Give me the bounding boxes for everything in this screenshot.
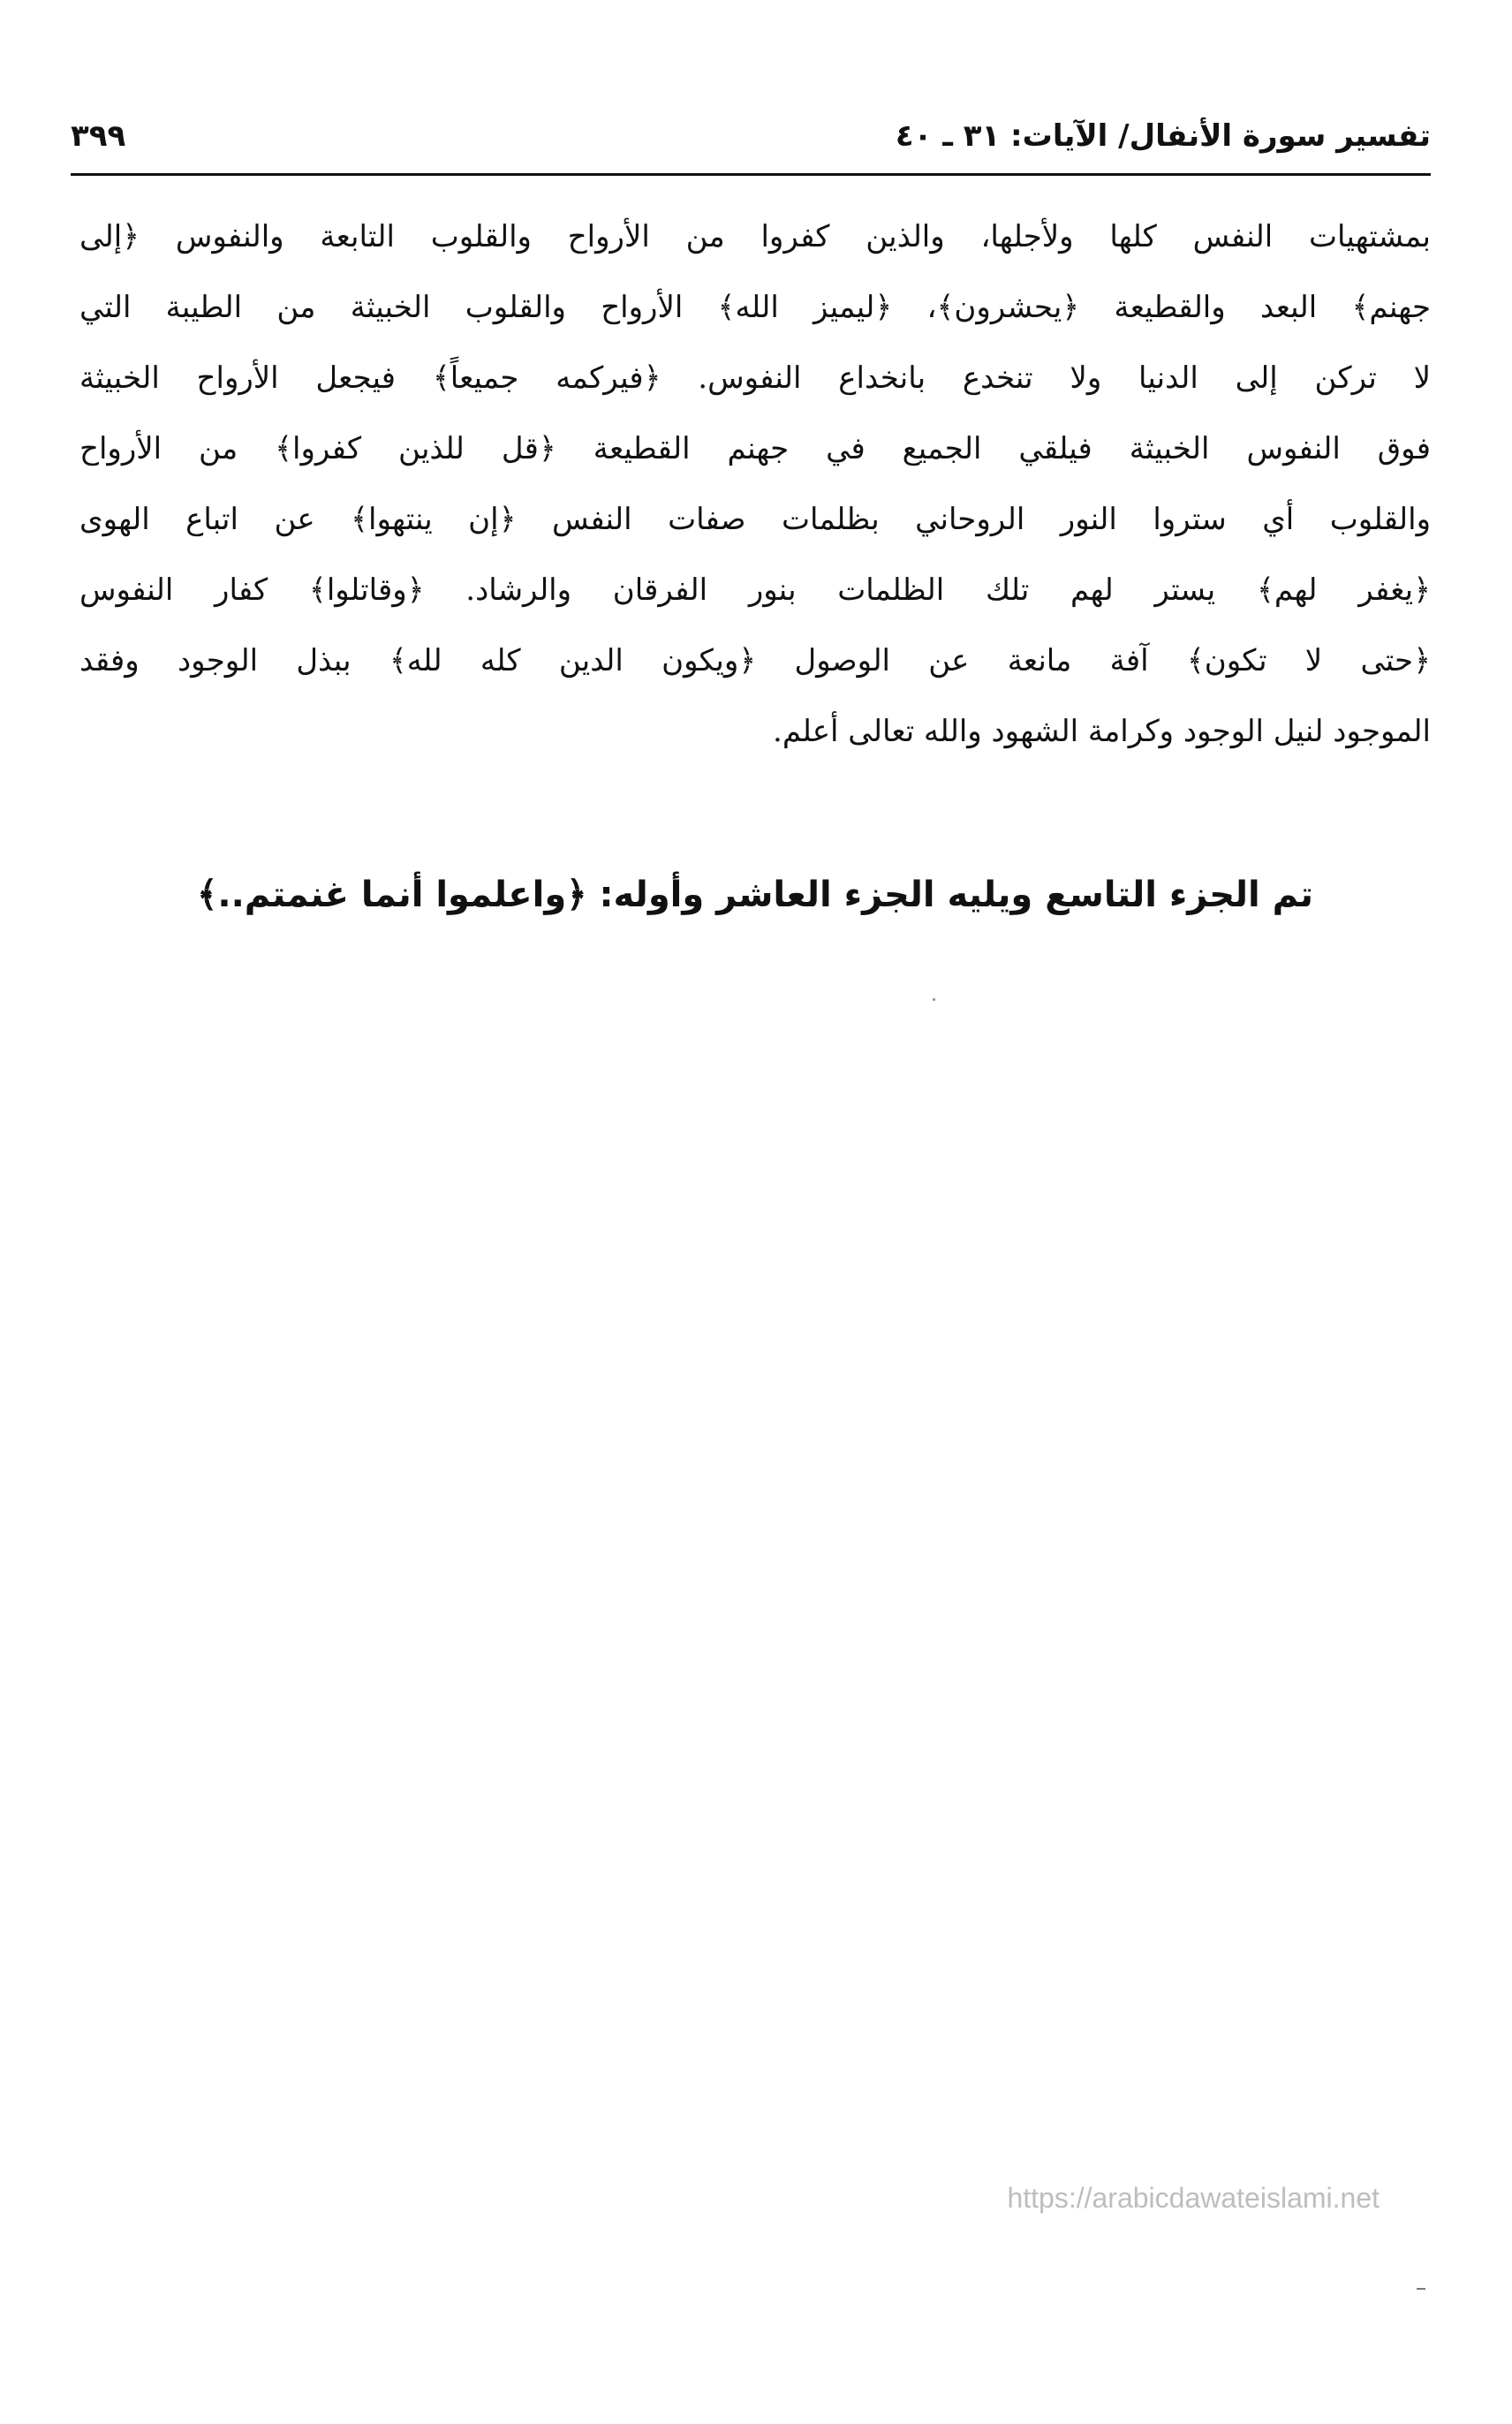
- page-number: ٣٩٩: [71, 118, 126, 154]
- scan-mark: [1417, 2288, 1425, 2290]
- scan-speck: [933, 998, 935, 1001]
- volume-closing-note: تم الجزء التاسع ويليه الجزء العاشر وأوله: ﴿واعلموا أنما غنمتم..﴾: [196, 875, 1314, 915]
- text-line-8: الموجود لنيل الوجود وكرامة الشهود والله تعالى أعلم.: [773, 714, 1431, 749]
- running-title: تفسير سورة الأنفال/ الآيات: ٣١ ـ ٤٠: [895, 118, 1431, 154]
- commentary-text: [79, 201, 1431, 767]
- text-line-7: ﴿حتى لا تكون﴾ آفة مانعة عن الوصول ﴿ويكون الدين كله لله﴾ ببذل الوجود وفقد: [79, 643, 1431, 678]
- header-rule: [71, 173, 1431, 176]
- text-line-3: لا تركن إلى الدنيا ولا تنخدع بانخداع النفوس. ﴿فيركمه جميعاً﴾ فيجعل الأرواح الخبيثة: [79, 360, 1431, 396]
- text-line-4: فوق النفوس الخبيثة فيلقي الجميع في جهنم القطيعة ﴿قل للذين كفروا﴾ من الأرواح: [79, 431, 1431, 466]
- text-line-1: بمشتهيات النفس كلها ولأجلها، والذين كفروا من الأرواح والقلوب التابعة والنفوس ﴿إلى: [79, 219, 1431, 254]
- text-line-6: ﴿يغفر لهم﴾ يستر لهم تلك الظلمات بنور الفرقان والرشاد. ﴿وقاتلوا﴾ كفار النفوس: [79, 572, 1431, 608]
- watermark-url: https://arabicdawateislami.net: [1007, 2182, 1380, 2214]
- page-header: [71, 113, 1431, 175]
- text-line-5: والقلوب أي ستروا النور الروحاني بظلمات صفات النفس ﴿إن ينتهوا﴾ عن اتباع الهوى: [79, 502, 1431, 537]
- text-line-2: جهنم﴾ البعد والقطيعة ﴿يحشرون﴾، ﴿ليميز الله﴾ الأرواح والقلوب الخبيثة من الطيبة التي: [79, 290, 1431, 325]
